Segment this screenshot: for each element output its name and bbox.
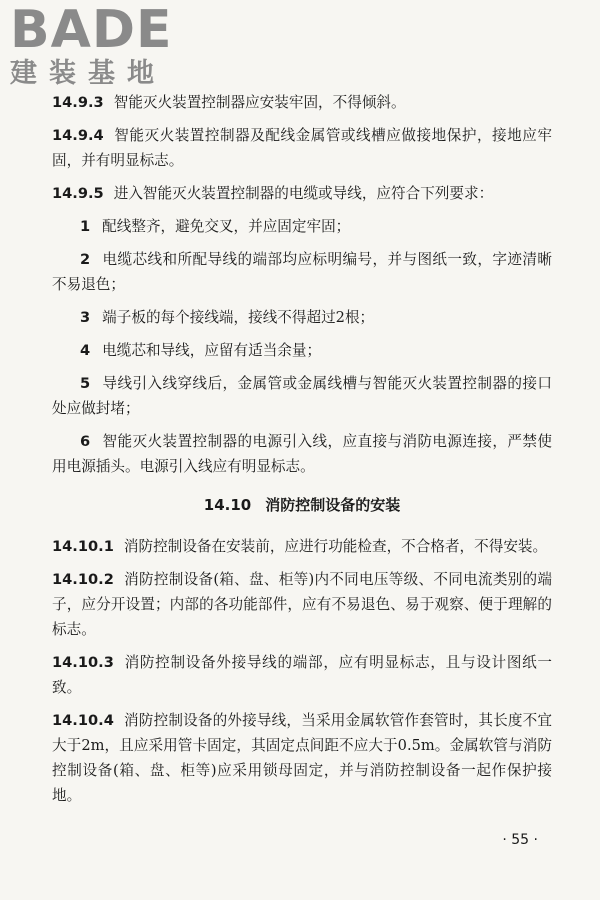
clause-14-10-4 <box>52 708 552 808</box>
document-body <box>52 90 552 816</box>
list-item <box>52 305 552 330</box>
clause-text: 消防控制设备在安装前，应进行功能检查，不合格者，不得安装。 <box>123 538 548 555</box>
item-text: 端子板的每个接线端，接线不得超过2根； <box>102 309 375 326</box>
item-text: 导线引入线穿线后，金属管或金属线槽与智能灭火装置控制器的接口处应做封堵； <box>52 375 552 417</box>
item-text: 电缆芯线和所配导线的端部均应标明编号，并与图纸一致，字迹清晰不易退色； <box>52 251 552 293</box>
list-item <box>52 214 552 239</box>
clause-number: 14.9.3 <box>52 94 104 111</box>
clause-14-10-3 <box>52 650 552 700</box>
clause-number: 14.10.4 <box>52 712 114 729</box>
clause-text: 消防控制设备(箱、盘、柜等)内不同电压等级、不同电流类别的端子，应分开设置；内部的各功能部件，应有不易退色、易于观察、便于理解的标志。 <box>52 571 552 638</box>
clause-number: 14.10.1 <box>52 538 114 555</box>
clause-14-10-1 <box>52 534 552 559</box>
list-item <box>52 429 552 479</box>
clause-text: 消防控制设备外接导线的端部，应有明显标志，且与设计图纸一致。 <box>52 654 552 696</box>
item-number: 3 <box>80 309 91 326</box>
section-title: 消防控制设备的安装 <box>265 496 401 514</box>
item-number: 2 <box>80 251 91 268</box>
list-item <box>52 371 552 421</box>
logo-wordmark: BADE <box>10 0 173 60</box>
clause-text: 进入智能灭火装置控制器的电缆或导线，应符合下列要求： <box>113 185 494 202</box>
clause-text: 消防控制设备的外接导线，当采用金属软管作套管时，其长度不宜大于2m，且应采用管卡固定，其固定点间距不应大于0.5m。金属软管与消防控制设备(箱、盘、柜等)应采用锁母固定，并与消防控制设备一起作保护接地。 <box>52 712 552 804</box>
item-number: 4 <box>80 342 91 359</box>
bade-logo <box>10 0 180 90</box>
clause-14-9-3 <box>52 90 552 115</box>
clause-number: 14.10.3 <box>52 654 114 671</box>
item-text: 电缆芯和导线，应留有适当余量； <box>102 342 322 359</box>
page-number: · 55 · <box>502 832 538 848</box>
clause-text: 智能灭火装置控制器应安装牢固，不得倾斜。 <box>113 94 406 111</box>
clause-text: 智能灭火装置控制器及配线金属管或线槽应做接地保护，接地应牢固，并有明显标志。 <box>52 127 552 169</box>
clause-number: 14.10.2 <box>52 571 114 588</box>
item-text: 配线整齐，避免交叉，并应固定牢固； <box>102 218 351 235</box>
list-item <box>52 338 552 363</box>
item-number: 1 <box>80 218 91 235</box>
item-number: 5 <box>80 375 91 392</box>
logo-subtitle: 建装基地 <box>10 58 166 89</box>
item-text: 智能灭火装置控制器的电源引入线，应直接与消防电源连接，严禁使用电源插头。电源引入线应有明显标志。 <box>52 433 552 475</box>
list-item <box>52 247 552 297</box>
clause-number: 14.9.5 <box>52 185 104 202</box>
section-heading <box>52 493 552 518</box>
clause-14-9-4 <box>52 123 552 173</box>
clause-14-9-5 <box>52 181 552 206</box>
clause-number: 14.9.4 <box>52 127 104 144</box>
section-number: 14.10 <box>203 496 252 514</box>
clause-14-10-2 <box>52 567 552 642</box>
item-number: 6 <box>80 433 91 450</box>
